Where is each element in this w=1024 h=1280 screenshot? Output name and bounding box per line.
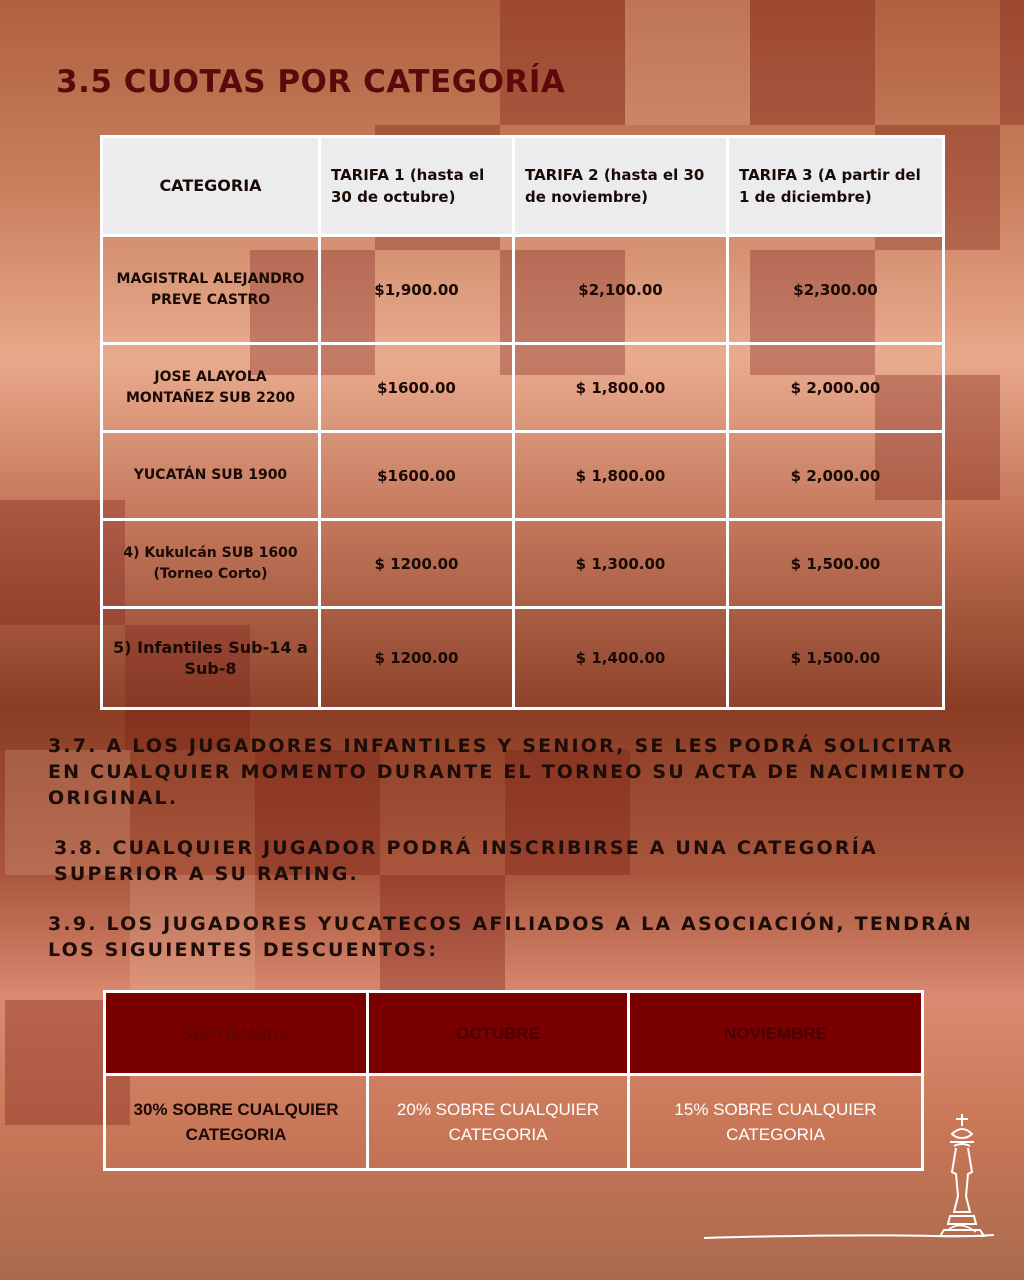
- tarifa-2-cell: $ 1,800.00: [514, 432, 728, 520]
- table-row: [102, 608, 944, 709]
- discount-noviembre: 15% SOBRE CUALQUIER CATEGORIA: [629, 1075, 923, 1170]
- discount-septiembre: 30% SOBRE CUALQUIER CATEGORIA: [105, 1075, 368, 1170]
- header-noviembre: NOVIEMBRE: [629, 992, 923, 1075]
- tarifa-2-cell: $ 1,300.00: [514, 520, 728, 608]
- fees-table: [100, 135, 945, 710]
- tarifa-1-cell: $1600.00: [320, 432, 514, 520]
- tarifa-2-cell: $ 1,800.00: [514, 344, 728, 432]
- table-row: [102, 520, 944, 608]
- tarifa-3-cell: $ 2,000.00: [728, 432, 944, 520]
- paragraph-3-9: 3.9. LOS JUGADORES YUCATECOS AFILIADOS A LA ASOCIACIÓN, TENDRÁN LOS SIGUIENTES DESCUENTOS:: [48, 913, 973, 961]
- header-tarifa-2: TARIFA 2 (hasta el 30 de noviembre): [514, 137, 728, 236]
- header-septiembre: SEPTIEMBRE: [105, 992, 368, 1075]
- tarifa-3-cell: $2,300.00: [728, 236, 944, 344]
- checker-square: [625, 0, 750, 125]
- checker-square: [750, 0, 875, 125]
- checker-square: [1000, 0, 1024, 125]
- tarifa-3-cell: $ 1,500.00: [728, 520, 944, 608]
- tarifa-1-cell: $1,900.00: [320, 236, 514, 344]
- table-row: [102, 236, 944, 344]
- table-row: [102, 344, 944, 432]
- tarifa-1-cell: $1600.00: [320, 344, 514, 432]
- category-cell: 4) Kukulcán SUB 1600 (Torneo Corto): [102, 520, 320, 608]
- header-tarifa-3: TARIFA 3 (A partir del 1 de diciembre): [728, 137, 944, 236]
- paragraph-3-8: 3.8. CUALQUIER JUGADOR PODRÁ INSCRIBIRSE A UNA CATEGORÍA SUPERIOR A SU RATING.: [54, 837, 878, 885]
- section-title: 3.5 CUOTAS POR CATEGORÍA: [56, 64, 566, 100]
- category-cell: YUCATÁN SUB 1900: [102, 432, 320, 520]
- tarifa-2-cell: $ 1,400.00: [514, 608, 728, 709]
- category-cell: JOSE ALAYOLA MONTAÑEZ SUB 2200: [102, 344, 320, 432]
- tarifa-1-cell: $ 1200.00: [320, 520, 514, 608]
- tarifa-3-cell: $ 2,000.00: [728, 344, 944, 432]
- paragraph-3-7: 3.7. A LOS JUGADORES INFANTILES Y SENIOR, SE LES PODRÁ SOLICITAR EN CUALQUIER MOMENTO DURANTE EL TORNEO SU ACTA DE NACIMIENTO ORIGINAL.: [48, 735, 967, 809]
- discount-octubre: 20% SOBRE CUALQUIER CATEGORIA: [368, 1075, 629, 1170]
- category-cell: 5) Infantiles Sub-14 a Sub-8: [102, 608, 320, 709]
- chess-king-icon: [940, 1112, 988, 1242]
- table-row: [102, 432, 944, 520]
- header-tarifa-1: TARIFA 1 (hasta el 30 de octubre): [320, 137, 514, 236]
- discount-table: [103, 990, 924, 1171]
- header-octubre: OCTUBRE: [368, 992, 629, 1075]
- fees-header-row: [102, 137, 944, 236]
- tarifa-3-cell: $ 1,500.00: [728, 608, 944, 709]
- discount-row: [105, 1075, 923, 1170]
- header-categoria: CATEGORIA: [102, 137, 320, 236]
- category-cell: MAGISTRAL ALEJANDRO PREVE CASTRO: [102, 236, 320, 344]
- tarifa-1-cell: $ 1200.00: [320, 608, 514, 709]
- signature-line: [704, 1232, 994, 1242]
- checker-square: [500, 0, 625, 125]
- tarifa-2-cell: $2,100.00: [514, 236, 728, 344]
- discount-header-row: [105, 992, 923, 1075]
